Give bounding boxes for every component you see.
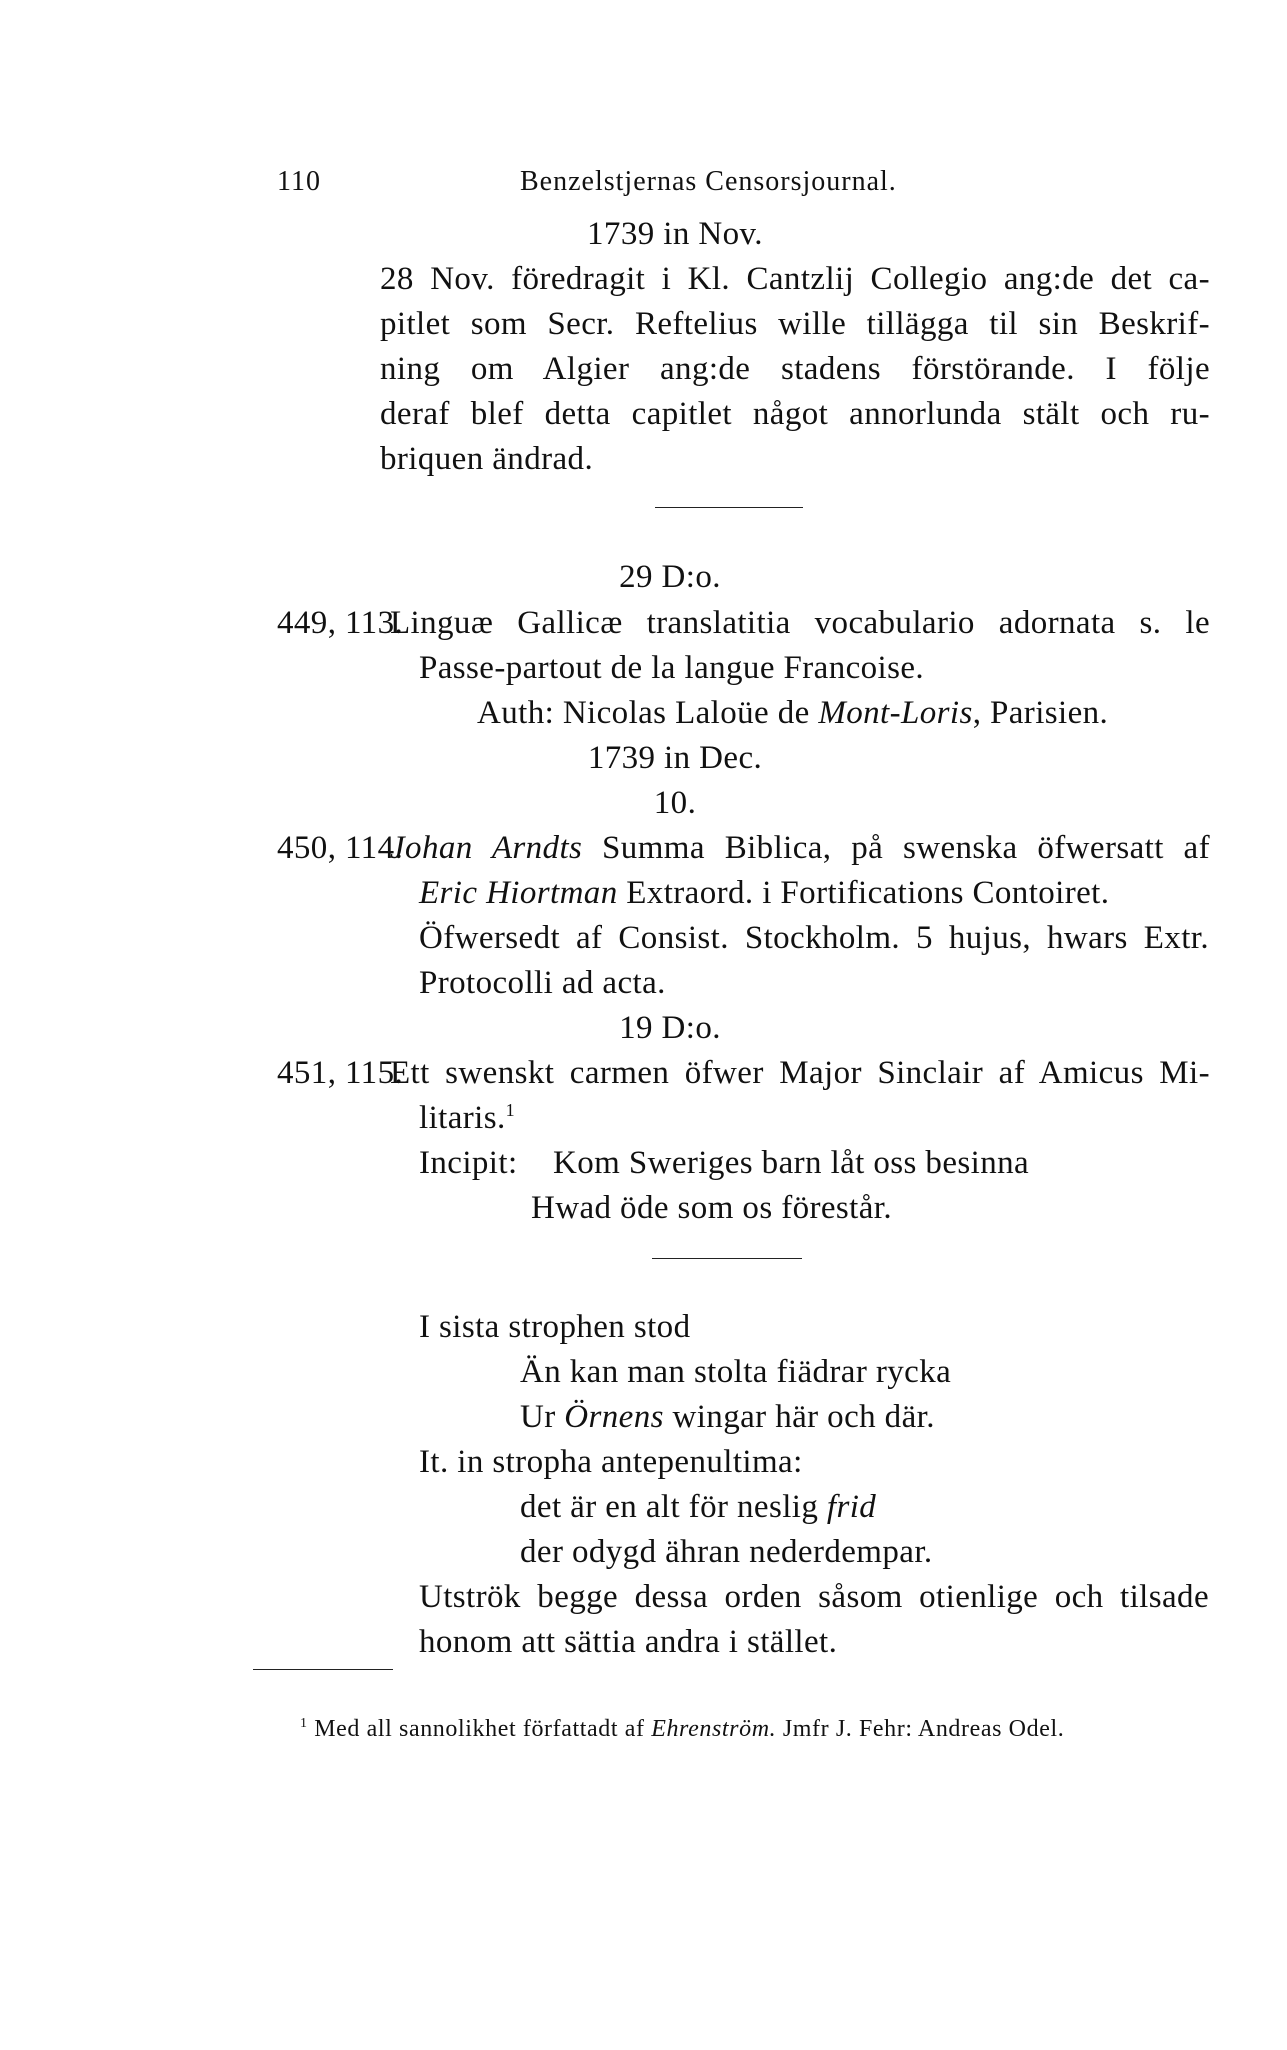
strophe-intro: I sista strophen stod [419,1309,691,1345]
italic-word: frid [826,1489,877,1525]
entry-number: 450, 114. [277,830,404,866]
entry-450-line: Protocolli ad acta. [419,965,666,1001]
date-heading: 19 D:o. [619,1010,721,1046]
date-day: 10. [653,785,697,821]
entry-number: 449, 113. [277,605,404,641]
entry-nov28-line: pitlet som Secr. Reftelius wille tillägga til sin Beskrif- [380,306,1210,342]
footnote-ref: 1 [505,1100,516,1120]
footnote-mark: 1 [300,1716,308,1731]
entry-nov28-line: 28 Nov. föredragit i Kl. Cantzlij Collegio ang:de det ca- [380,261,1210,297]
entry-450-line [419,873,1109,913]
incipit-label: Incipit: [419,1145,518,1181]
verse-line: der odygd ähran nederdempar. [520,1534,933,1570]
line-text: det är en alt för neslig [520,1489,827,1525]
incipit-verse: Hwad öde som os förestår. [531,1190,893,1226]
section-divider [652,1258,802,1259]
closing-line: honom att sättia andra i stället. [419,1624,838,1660]
footnote-text: Jmfr J. Fehr: Andreas Odel. [776,1716,1065,1742]
entry-nov28-line: deraf blef detta capitlet något annorlunda stält och ru- [380,396,1210,432]
entry-nov28-line: briquen ändrad. [380,441,594,477]
date-heading: 29 D:o. [619,559,721,595]
entry-450-line: Öfwersedt af Consist. Stockholm. 5 hujus, hwars Extr. [419,920,1209,956]
entry-451-line [419,1098,515,1138]
running-title: Benzelstjernas Censorsjournal. [520,166,897,197]
italic-name: Eric Hiortman [419,875,618,911]
date-heading-nov: 1739 in Nov. [587,216,763,252]
footnote-italic: Ehrenström. [651,1716,777,1742]
verse-line [520,1487,876,1527]
line-text: wingar här och där. [663,1399,935,1435]
entry-number: 451, 115. [277,1055,404,1091]
page-number: 110 [277,166,321,197]
footnote-text: Med all sannolikhet författadt af [314,1716,652,1742]
line-text: Extraord. i Fortifications Contoiret. [617,875,1110,911]
line-text: Ur [520,1399,565,1435]
footnote [300,1709,1064,1749]
date-heading-dec: 1739 in Dec. [587,740,763,776]
entry-451-line: Ett swenskt carmen öfwer Major Sinclair af Amicus Mi- [390,1055,1210,1091]
entry-450-line [390,828,1210,868]
italic-word: Örnens [564,1399,664,1435]
entry-449-line: Linguæ Gallicæ translatitia vocabulario adornata s. le [390,605,1210,641]
verse-line: Än kan man stolta fiädrar rycka [520,1354,952,1390]
entry-449-author [477,693,1108,733]
section-divider [655,507,803,508]
line-text: Summa Biblica, på swenska öfwersatt af [582,830,1210,866]
closing-line: Utströk begge dessa orden såsom otienlige och tilsade [419,1579,1209,1615]
verse-line [520,1397,935,1437]
strophe-intro: It. in stropha antepenultima: [419,1444,803,1480]
author-suffix: , Parisien. [972,695,1109,731]
italic-name: Johan Arndts [390,830,583,866]
footnote-rule [253,1669,393,1670]
line-text: litaris. [419,1100,506,1136]
author-italic: Mont-Loris [818,695,973,731]
entry-nov28-line: ning om Algier ang:de stadens förstörande. I följe [380,351,1210,387]
entry-449-line: Passe-partout de la langue Francoise. [419,650,925,686]
author-prefix: Auth: Nicolas Laloüe de [477,695,819,731]
incipit-verse: Kom Sweriges barn låt oss besinna [553,1145,1030,1181]
